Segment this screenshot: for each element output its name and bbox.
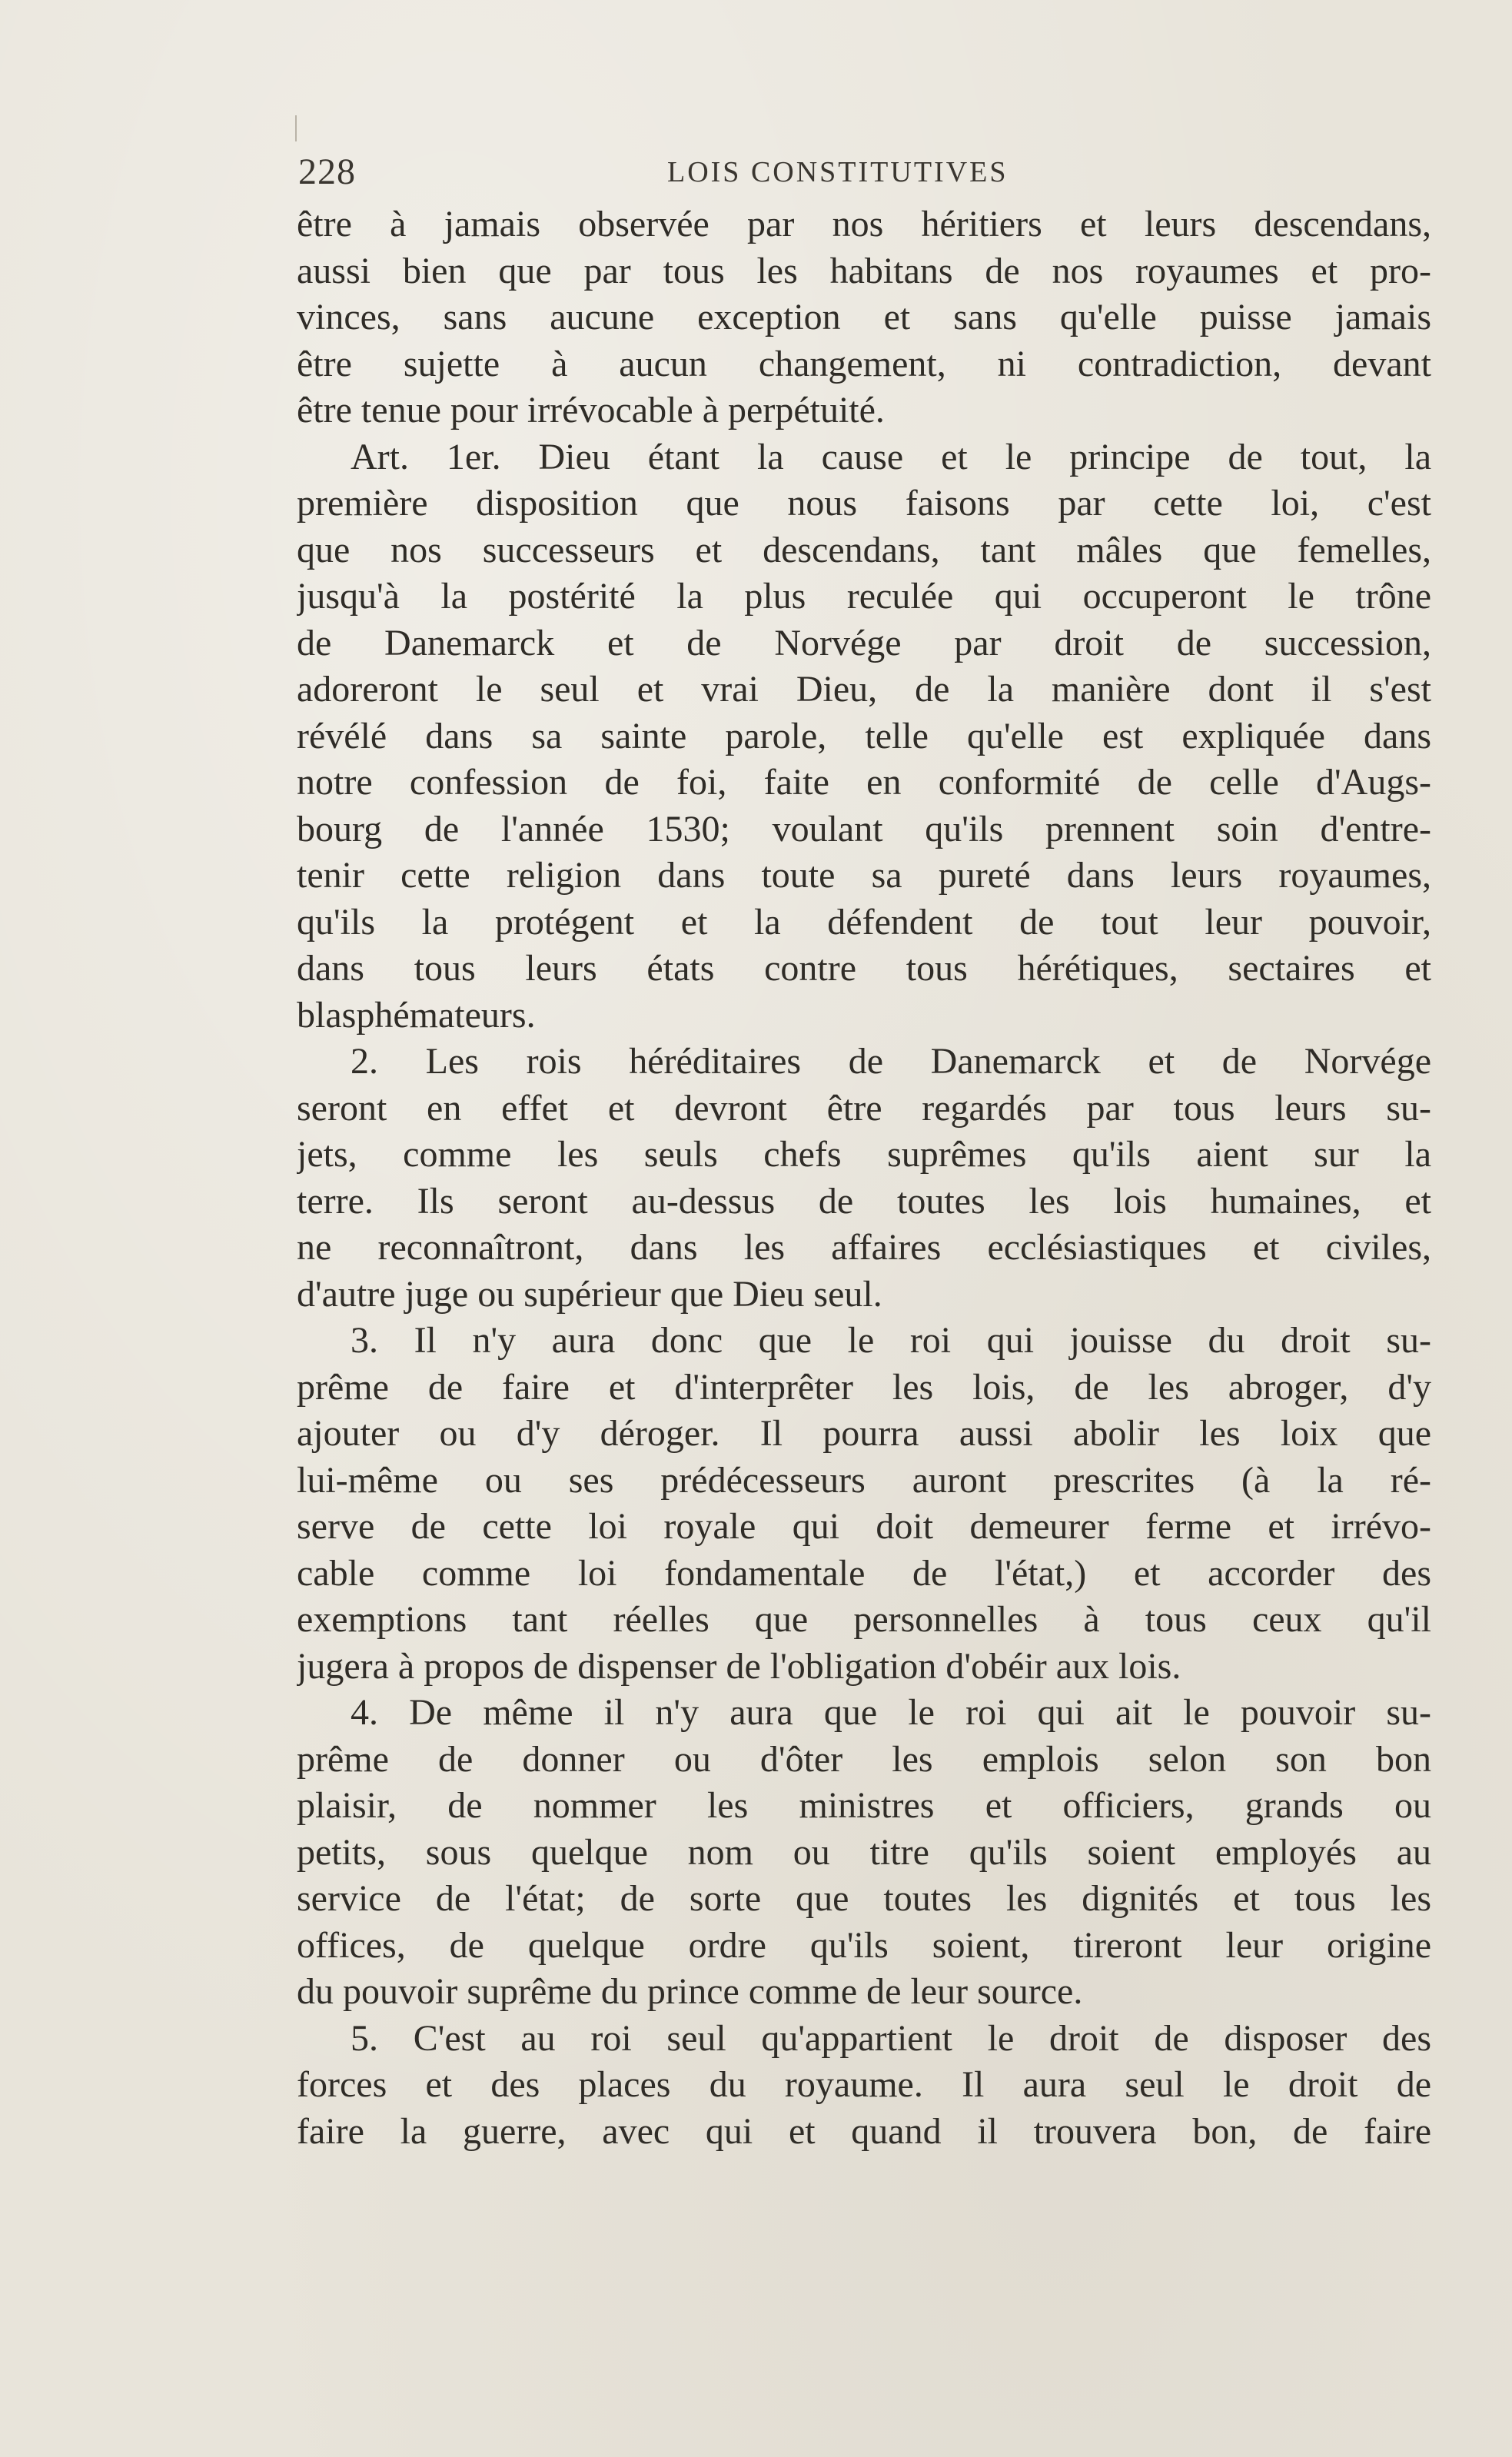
text-line: jets, comme les seuls chefs suprêmes qu'ils aient sur la: [297, 1134, 1431, 1175]
text-line: être sujette à aucun changement, ni contradiction, devant: [297, 343, 1431, 384]
running-title: LOIS CONSTITUTIVES: [667, 156, 1009, 188]
text-line: cable comme loi fondamentale de l'état,) et accorder des: [297, 1552, 1431, 1594]
text-line: prême de donner ou d'ôter les emplois selon son bon: [297, 1738, 1431, 1780]
text-line: 3. Il n'y aura donc que le roi qui jouisse du droit su-: [351, 1320, 1431, 1361]
text-line: prême de faire et d'interprêter les lois, de les abroger, d'y: [297, 1366, 1431, 1408]
text-line: notre confession de foi, faite en conformité de celle d'Augs-: [297, 762, 1431, 803]
text-line: terre. Ils seront au-dessus de toutes les lois humaines, et: [297, 1180, 1431, 1222]
text-line: vinces, sans aucune exception et sans qu'elle puisse jamais: [297, 297, 1431, 337]
text-line: de Danemarck et de Norvége par droit de succession,: [297, 622, 1431, 663]
text-line: lui-même ou ses prédécesseurs auront prescrites (à la ré-: [297, 1459, 1431, 1501]
body-text: [297, 201, 1431, 2155]
text-line: faire la guerre, avec qui et quand il trouvera bon, de faire: [297, 2110, 1431, 2152]
margin-mark: [295, 115, 297, 141]
page-number: 228: [298, 151, 356, 192]
text-line: jusqu'à la postérité la plus reculée qui occuperont le trône: [297, 576, 1431, 617]
text-line: première disposition que nous faisons par cette loi, c'est: [297, 483, 1431, 524]
text-line: blasphémateurs.: [297, 994, 536, 1036]
text-line: aussi bien que par tous les habitans de nos royaumes et pro-: [297, 250, 1431, 291]
text-line: Art. 1er. Dieu étant la cause et le principe de tout, la: [351, 436, 1431, 477]
text-line: ne reconnaîtront, dans les affaires ecclésiastiques et civiles,: [297, 1227, 1431, 1268]
text-line: adoreront le seul et vrai Dieu, de la manière dont il s'est: [297, 669, 1431, 710]
text-line: être tenue pour irrévocable à perpétuité.: [297, 390, 885, 431]
text-line: révélé dans sa sainte parole, telle qu'elle est expliquée dans: [297, 715, 1431, 756]
text-line: exemptions tant réelles que personnelles à tous ceux qu'il: [297, 1599, 1431, 1640]
text-line: serve de cette loi royale qui doit demeurer ferme et irrévo-: [297, 1506, 1431, 1547]
text-line: être à jamais observée par nos héritiers et leurs descendans,: [297, 204, 1431, 244]
text-line: 4. De même il n'y aura que le roi qui ait le pouvoir su-: [351, 1692, 1431, 1733]
text-line: offices, de quelque ordre qu'ils soient, tireront leur origine: [297, 1924, 1431, 1966]
text-line: forces et des places du royaume. Il aura seul le droit de: [297, 2064, 1431, 2105]
text-line: du pouvoir suprême du prince comme de leur source.: [297, 1971, 1083, 2012]
page-header: [298, 151, 1436, 197]
text-line: 2. Les rois héréditaires de Danemarck et de Norvége: [351, 1041, 1431, 1082]
text-line: seront en effet et devront être regardés par tous leurs su-: [297, 1087, 1431, 1129]
text-line: jugera à propos de dispenser de l'obligation d'obéir aux lois.: [297, 1645, 1181, 1687]
text-line: 5. C'est au roi seul qu'appartient le droit de disposer des: [351, 2017, 1431, 2059]
text-line: dans tous leurs états contre tous hérétiques, sectaires et: [297, 948, 1431, 989]
text-line: que nos successeurs et descendans, tant mâles que femelles,: [297, 529, 1431, 570]
text-line: qu'ils la protégent et la défendent de tout leur pouvoir,: [297, 901, 1431, 943]
text-line: ajouter ou d'y déroger. Il pourra aussi abolir les loix que: [297, 1413, 1431, 1454]
text-line: petits, sous quelque nom ou titre qu'ils soient employés au: [297, 1831, 1431, 1873]
text-line: bourg de l'année 1530; voulant qu'ils prennent soin d'entre-: [297, 808, 1431, 849]
text-line: tenir cette religion dans toute sa pureté dans leurs royaumes,: [297, 855, 1431, 896]
text-line: service de l'état; de sorte que toutes les dignités et tous les: [297, 1878, 1431, 1919]
text-line: d'autre juge ou supérieur que Dieu seul.: [297, 1273, 882, 1315]
text-line: plaisir, de nommer les ministres et officiers, grands ou: [297, 1785, 1431, 1826]
